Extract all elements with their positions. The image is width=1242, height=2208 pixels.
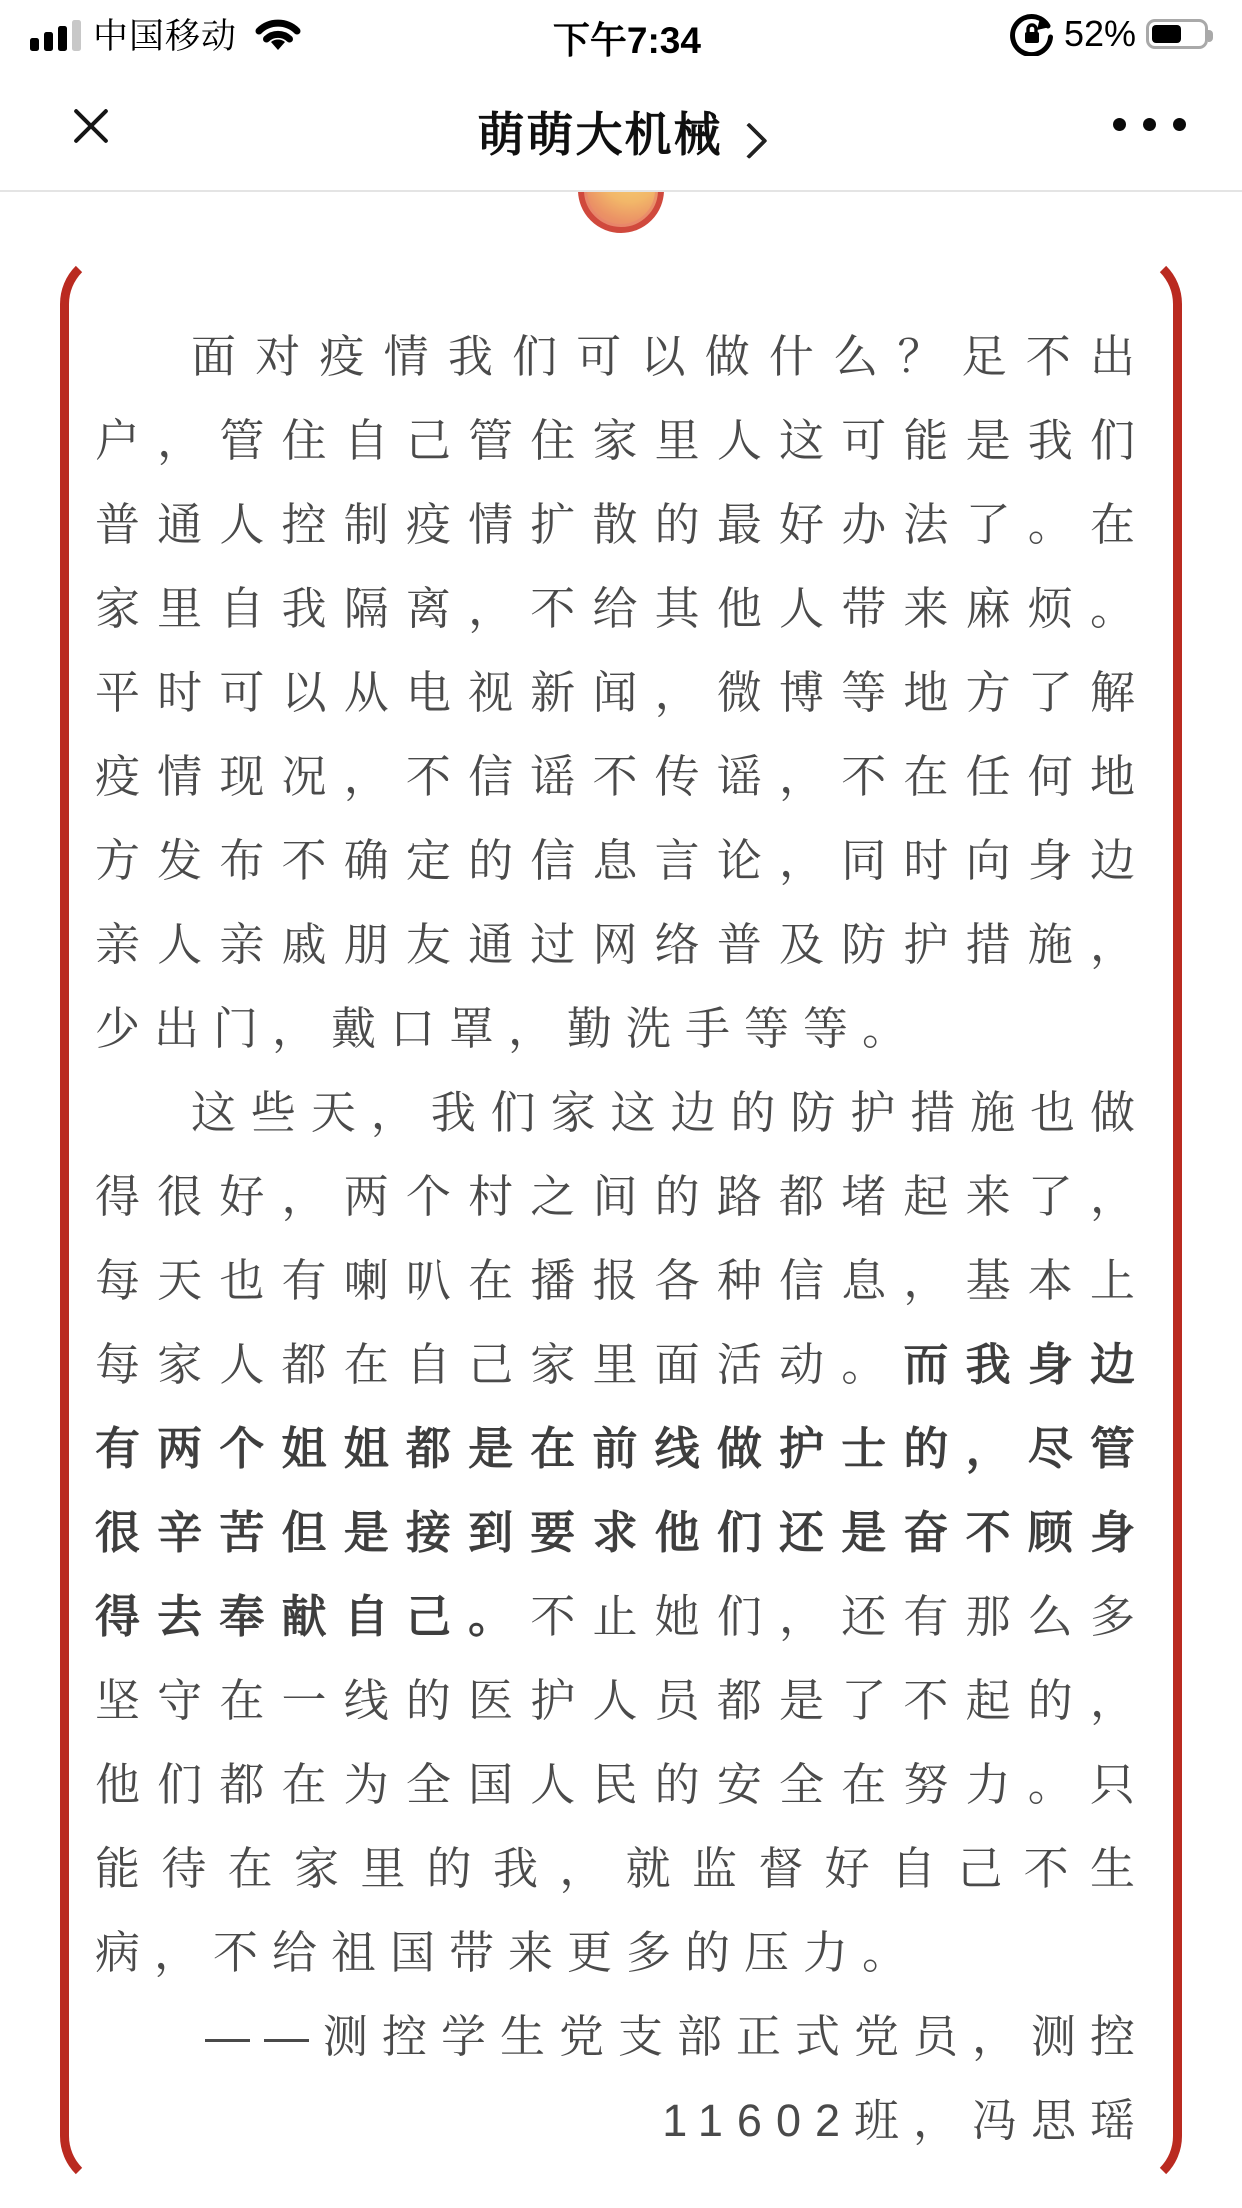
text-segment: ——测控学生党支部正式党员，测控11602班，冯思瑶: [204, 2011, 1149, 2146]
status-bar: [0, 0, 1242, 62]
nav-bar: [0, 62, 1242, 192]
battery-percent-label: 52%: [1063, 13, 1136, 54]
sticker-clip: [0, 192, 1242, 236]
battery-fill: [1152, 25, 1181, 43]
sun-sticker-icon: [578, 192, 664, 233]
article-paragraph: [95, 1071, 1149, 1995]
status-right-cluster: [1010, 12, 1208, 56]
orientation-lock-icon: [1010, 12, 1054, 56]
article-paragraph: [95, 315, 1149, 1071]
bold-text-segment: 而我身边有两个姐姐都是在前线做护士的，尽管很辛苦但是接到要求他们还是奋不顾身得去奉献自己。: [95, 1339, 1149, 1642]
quote-frame: [60, 250, 1182, 2190]
article-body: [69, 259, 1173, 2163]
status-left-cluster: [30, 9, 305, 59]
signature-paragraph: [95, 1995, 1149, 2163]
more-options-button[interactable]: [1113, 118, 1186, 131]
text-segment: 这些天，我们家这边的防护措施也做得很好，两个村之间的路都堵起来了，每天也有喇叭在播报各种信息，基本上每家人都在自己家里面活动。: [95, 1087, 1149, 1390]
carrier-label: 中国移动: [93, 17, 238, 56]
cellular-signal-icon: [30, 17, 81, 51]
wifi-icon: [251, 14, 305, 54]
clock-label: 下午7:34: [552, 20, 701, 61]
battery-nub: [1208, 30, 1213, 42]
account-title-label: 萌萌大机械: [477, 108, 723, 161]
account-title[interactable]: [0, 98, 1242, 165]
text-segment: 不止她们，还有那么多坚守在一线的医护人员都是了不起的，他们都在为全国人民的安全在努力。只能待在家里的我，就监督好自己不生病，不给祖国带来更多的压力。: [95, 1591, 1149, 1978]
text-segment: 面对疫情我们可以做什么？足不出户，管住自己管住家里人这可能是我们普通人控制疫情扩散的最好办法了。在家里自我隔离，不给其他人带来麻烦。平时可以从电视新闻，微博等地方了解疫情现况，不信谣不传谣，不在任何地方发布不确定的信息言论，同时向身边亲人亲戚朋友通过网络普及防护措施，少出门，戴口罩，勤洗手等等。: [95, 331, 1149, 1054]
battery-icon: [1146, 19, 1208, 49]
chevron-right-icon: [730, 122, 767, 159]
